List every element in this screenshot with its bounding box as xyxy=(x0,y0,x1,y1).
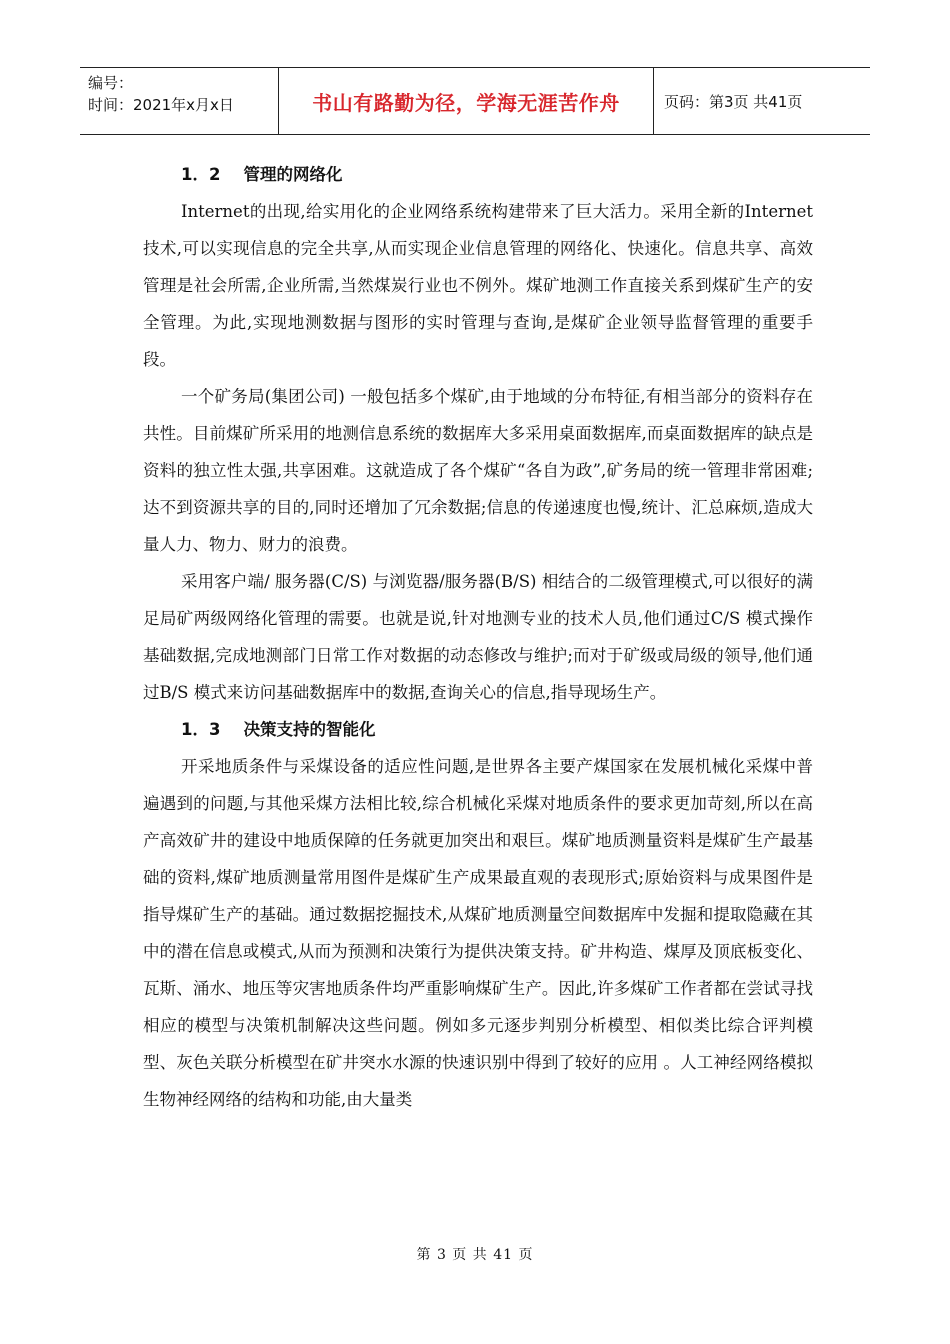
paragraph: 一个矿务局(集团公司) 一般包括多个煤矿,由于地域的分布特征,有相当部分的资料存在共性。目前煤矿所采用的地测信息系统的数据库大多采用桌面数据库,而桌面数据库的缺点是资料的独立性太强,共享困难。这就造成了各个煤矿“各自为政”,矿务局的统一管理非常困难;达不到资源共享的目的,同时还增加了冗余数据;信息的传递速度也慢,统计、汇总麻烦,造成大量人力、物力、财力的浪费。 xyxy=(143,387,813,554)
header-page-info: 页码：第3页 共41页 xyxy=(664,92,803,111)
paragraph: 采用客户端/ 服务器(C/S) 与浏览器/服务器(B/S) 相结合的二级管理模式,可以很好的满足局矿两级网络化管理的需要。也就是说,针对地测专业的技术人员,他们通过C/S 模式操作基础数据,完成地测部门日常工作对数据的动态修改与维护;而对于矿级或局级的领导,他们通过B/S 模式来访问基础数据库中的数据,查询关心的信息,指导现场生产。 xyxy=(143,572,813,702)
document-body xyxy=(143,156,813,1118)
number-label: 编号： xyxy=(88,74,134,92)
header-motto: 书山有路勤为径，学海无涯苦作舟 xyxy=(279,68,654,134)
paragraph: Internet的出现,给实用化的企业网络系统构建带来了巨大活力。采用全新的Internet 技术,可以实现信息的完全共享,从而实现企业信息管理的网络化、快速化。信息共享、高效管理是社会所需,企业所需,当然煤炭行业也不例外。煤矿地测工作直接关系到煤矿生产的安全管理。为此,实现地测数据与图形的实时管理与查询,是煤矿企业领导监督管理的重要手段。 xyxy=(143,202,813,369)
section-1-3 xyxy=(143,711,813,1118)
document-header xyxy=(80,67,870,135)
header-meta xyxy=(80,68,279,134)
page-footer: 第 3 页 共 41 页 xyxy=(416,1247,534,1263)
section-heading: 1．2 管理的网络化 xyxy=(181,165,343,184)
section-1-2 xyxy=(143,156,813,711)
section-heading: 1．3 决策支持的智能化 xyxy=(181,720,376,739)
paragraph: 开采地质条件与采煤设备的适应性问题,是世界各主要产煤国家在发展机械化采煤中普遍遇到的问题,与其他采煤方法相比较,综合机械化采煤对地质条件的要求更加苛刻,所以在高产高效矿井的建设中地质保障的任务就更加突出和艰巨。煤矿地质测量资料是煤矿生产最基础的资料,煤矿地质测量常用图件是煤矿生产成果最直观的表现形式;原始资料与成果图件是指导煤矿生产的基础。通过数据挖掘技术,从煤矿地质测量空间数据库中发掘和提取隐藏在其中的潜在信息或模式,从而为预测和决策行为提供决策支持。矿井构造、煤厚及顶底板变化、瓦斯、涌水、地压等灾害地质条件均严重影响煤矿生产。因此,许多煤矿工作者都在尝试寻找相应的模型与决策机制解决这些问题。例如多元逐步判别分析模型、相似类比综合评判模型、灰色关联分析模型在矿井突水水源的快速识别中得到了较好的应用 。人工神经网络模拟生物神经网络的结构和功能,由大量类 xyxy=(143,757,813,1109)
date-label: 时间：2021年x月x日 xyxy=(88,96,234,114)
